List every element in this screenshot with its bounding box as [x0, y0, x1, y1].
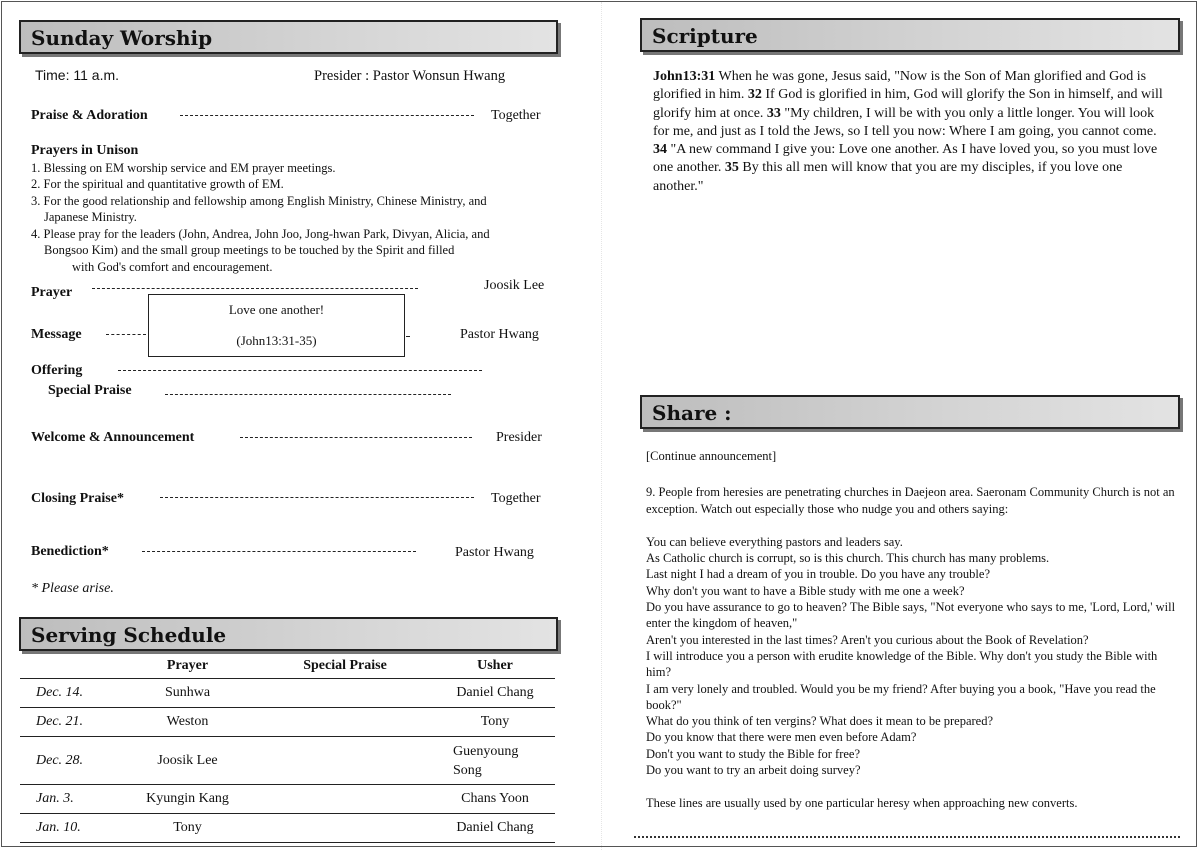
- closing-praise-value: Together: [491, 491, 541, 506]
- prayer-item-4-cont2: with God's comfort and encouragement.: [72, 260, 273, 274]
- prayers-in-unison-title: Prayers in Unison: [31, 143, 139, 158]
- schedule-special-praise: [255, 737, 435, 785]
- heresy-line: Don't you want to study the Bible for free?: [646, 746, 861, 761]
- leader-dashes: [180, 115, 474, 116]
- leader-dashes: [160, 497, 474, 498]
- schedule-usher: Chans Yoon: [435, 785, 555, 814]
- welcome-value: Presider: [496, 430, 542, 445]
- table-row: [20, 708, 555, 737]
- share-footer-note: These lines are usually used by one particular heresy when approaching new converts.: [646, 796, 1078, 811]
- prayer-label: Prayer: [31, 285, 73, 300]
- schedule-usher: Daniel Chang: [435, 814, 555, 843]
- schedule-header-row: [20, 653, 555, 679]
- heresy-line: Do you have assurance to go to heaven? The Bible says, "Not everyone who says to me, 'Lord, Lord,' will enter the kingdom of heaven,": [646, 600, 1176, 631]
- column-header-usher: Usher: [435, 653, 555, 679]
- schedule-prayer: Tony: [120, 814, 255, 843]
- schedule-prayer: Sunhwa: [120, 679, 255, 708]
- column-header: [20, 653, 120, 679]
- closing-praise-label: Closing Praise*: [31, 491, 124, 506]
- schedule-date: Dec. 28.: [20, 737, 120, 785]
- heresy-line: I will introduce you a person with erudite knowledge of the Bible. Why don't you study the Bible with him?: [646, 648, 1158, 680]
- schedule-prayer: Joosik Lee: [120, 737, 255, 785]
- heresy-line: Last night I had a dream of you in trouble. Do you have any trouble?: [646, 567, 991, 582]
- schedule-date: Dec. 14.: [20, 679, 120, 708]
- announcement-item-9: 9. People from heresies are penetrating churches in Daejeon area. Saeronam Community Church is not an exception. Watch out especially those who nudge you and others saying:: [646, 485, 1175, 516]
- column-header-special-praise: Special Praise: [255, 653, 435, 679]
- share-title: Share :: [652, 401, 732, 425]
- benediction-value: Pastor Hwang: [455, 545, 534, 560]
- leader-dashes: [165, 394, 451, 395]
- sunday-worship-title: Sunday Worship: [31, 26, 213, 50]
- special-praise-label: Special Praise: [48, 383, 132, 398]
- praise-adoration-label: Praise & Adoration: [31, 108, 148, 123]
- leader-dashes: [118, 370, 482, 371]
- scripture-verse-34: "A new command I give you: Love one another. As I have loved you, so you must love one another.: [653, 142, 1158, 176]
- schedule-prayer: Weston: [120, 708, 255, 737]
- prayer-item-3-cont: Japanese Ministry.: [44, 210, 137, 224]
- verse-number: 35: [724, 160, 739, 176]
- heresy-line: Why don't you want to have a Bible study with me one a week?: [646, 583, 965, 598]
- share-content: [646, 448, 1176, 812]
- welcome-label: Welcome & Announcement: [31, 430, 195, 445]
- praise-adoration-value: Together: [491, 108, 541, 123]
- message-label: Message: [31, 327, 82, 342]
- schedule-usher: [435, 737, 555, 785]
- verse-number: 33: [766, 105, 781, 121]
- serving-schedule-header: [19, 617, 558, 651]
- leader-dashes: [106, 334, 146, 335]
- scripture-passage: [653, 68, 1168, 196]
- leader-dashes: [406, 336, 410, 337]
- verse-number: 34: [653, 142, 667, 158]
- scripture-title: Scripture: [652, 24, 758, 48]
- prayer-item-4: 4. Please pray for the leaders (John, Andrea, John Joo, Jong-hwan Park, Divyan, Alicia, and: [31, 227, 490, 241]
- schedule-date: Jan. 10.: [20, 814, 120, 843]
- schedule-special-praise: [255, 708, 435, 737]
- message-value: Pastor Hwang: [460, 327, 539, 342]
- share-header: [640, 395, 1180, 429]
- heresy-line: What do you think of ten vergins? What does it mean to be prepared?: [646, 714, 994, 729]
- message-box: [148, 294, 405, 357]
- heresy-line: As Catholic church is corrupt, so is this church. This church has many problems.: [646, 551, 1050, 566]
- leader-dashes: [240, 437, 472, 438]
- heresy-line: Do you want to try an arbeit doing survey?: [646, 763, 861, 778]
- scripture-verse-33: "My children, I will be with you only a little longer. You will look for me, and just as I told the Jews, so I tell you now: Where I am going, you cannot come.: [653, 105, 1157, 139]
- prayer-item-2: 2. For the spiritual and quantitative growth of EM.: [31, 177, 284, 191]
- bulletin-sheet: [1, 1, 1197, 847]
- schedule-usher: Daniel Chang: [435, 679, 555, 708]
- table-row: [20, 737, 555, 785]
- verse-number: 32: [747, 87, 762, 103]
- prayer-value: Joosik Lee: [484, 278, 545, 293]
- schedule-usher: Tony: [435, 708, 555, 737]
- schedule-special-praise: [255, 785, 435, 814]
- schedule-date: Jan. 3.: [20, 785, 120, 814]
- heresy-line: I am very lonely and troubled. Would you be my friend? After buying you a book, "Have you read the book?": [646, 681, 1156, 712]
- page-fold: [601, 2, 602, 850]
- heresy-line: Aren't you interested in the last times? Aren't you curious about the Book of Revelation?: [646, 632, 1089, 647]
- presider-line: Presider : Pastor Wonsun Hwang: [314, 68, 506, 84]
- table-row: [20, 785, 555, 814]
- schedule-special-praise: [255, 814, 435, 843]
- table-row: [20, 679, 555, 708]
- service-time: Time: 11 a.m.: [35, 67, 120, 83]
- leader-dashes: [142, 551, 416, 552]
- serving-schedule-title: Serving Schedule: [31, 623, 227, 647]
- column-header-prayer: Prayer: [120, 653, 255, 679]
- schedule-usher-line: Guenyoung: [453, 743, 519, 759]
- heresy-line: You can believe everything pastors and leaders say.: [646, 534, 903, 549]
- sunday-worship-header: [19, 20, 558, 54]
- table-row: [20, 814, 555, 843]
- prayer-item-1: 1. Blessing on EM worship service and EM prayer meetings.: [31, 161, 336, 175]
- scripture-header: [640, 18, 1180, 52]
- prayer-item-3: 3. For the good relationship and fellowship among English Ministry, Chinese Ministry, and: [31, 194, 487, 208]
- dotted-divider: [634, 836, 1180, 838]
- prayer-item-4-cont: Bongsoo Kim) and the small group meetings to be touched by the Spirit and filled: [44, 243, 455, 257]
- scripture-verse-31: When he was gone, Jesus said, "Now is the Son of Man glorified and God is glorified in him.: [653, 69, 1147, 103]
- schedule-prayer: Kyungin Kang: [120, 785, 255, 814]
- benediction-label: Benediction*: [31, 544, 109, 559]
- scripture-verse-35: By this all men will know that you are my disciples, if you love one another.": [653, 160, 1123, 194]
- offering-label: Offering: [31, 363, 83, 378]
- schedule-date: Dec. 21.: [20, 708, 120, 737]
- leader-dashes: [92, 288, 418, 289]
- scripture-verse-32: If God is glorified in him, God will glorify the Son in himself, and will glorify him at once.: [653, 87, 1163, 121]
- scripture-reference: John13:31: [653, 69, 716, 84]
- message-title: Love one another!: [228, 302, 325, 317]
- schedule-special-praise: [255, 679, 435, 708]
- message-reference: (John13:31-35): [236, 333, 317, 348]
- heresy-line: Do you know that there were men even before Adam?: [646, 730, 917, 745]
- continue-announcement: [Continue announcement]: [646, 449, 777, 463]
- serving-schedule-table: [20, 653, 555, 843]
- schedule-usher-line: Song: [453, 762, 482, 778]
- please-arise-note: * Please arise.: [31, 581, 114, 596]
